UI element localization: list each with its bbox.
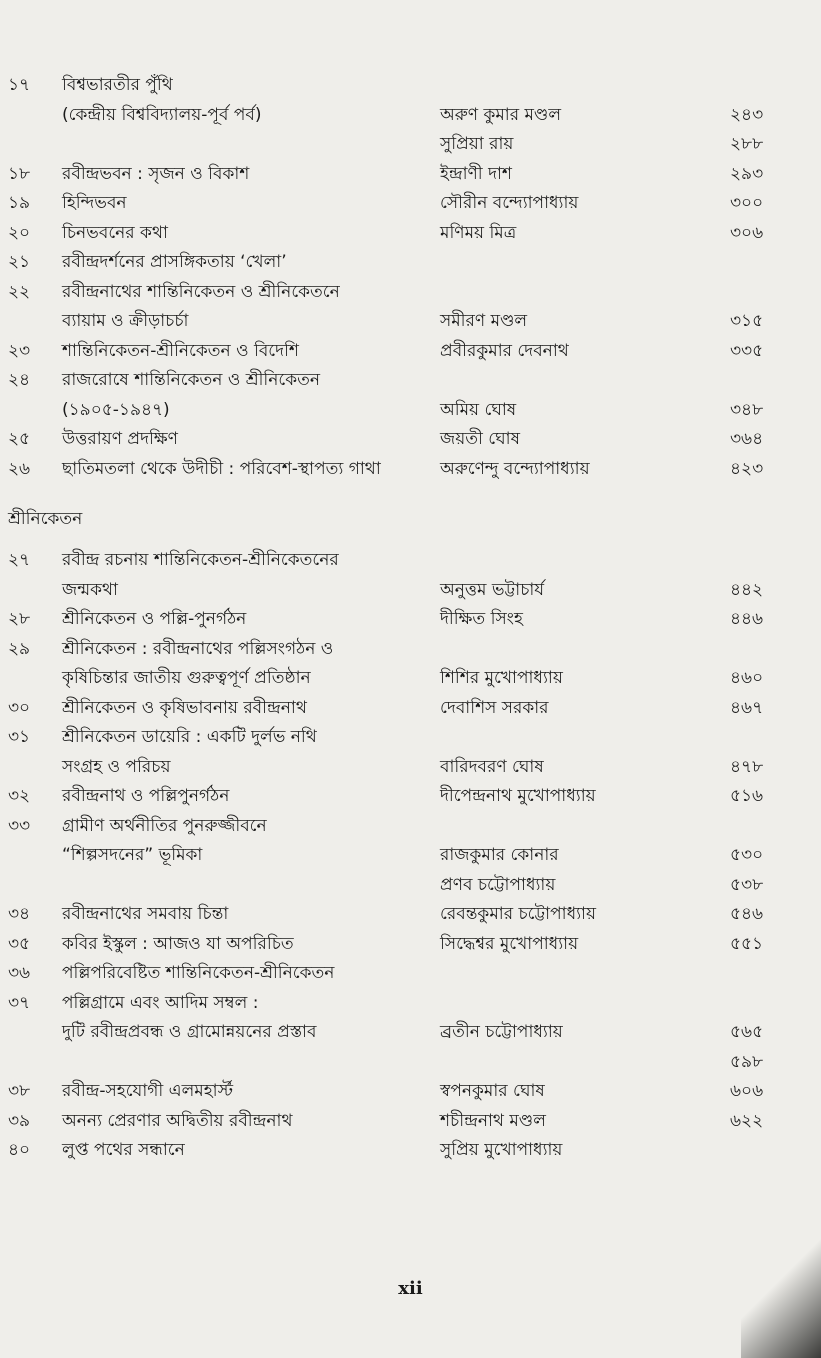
entry-number: ২৬ — [8, 458, 31, 479]
entry-number: ৩২ — [8, 786, 31, 806]
entry-page: ৩৩৫ — [730, 340, 764, 361]
entry-title: অনন্য প্রেরণার অদ্বিতীয় রবীন্দ্রনাথ — [62, 1110, 293, 1131]
entry-number: ৩৩ — [8, 815, 31, 836]
entry-title: উত্তরায়ণ প্রদক্ষিণ — [62, 429, 178, 449]
entry-title: শ্রীনিকেতন ডায়েরি : একটি দুর্লভ নথি — [62, 727, 317, 747]
entry-author: ইন্দ্রাণী দাশ — [440, 163, 512, 184]
toc-entry — [0, 752, 821, 782]
entry-page: ৩০০ — [730, 193, 764, 213]
entry-author: ব্রতীন চট্টোপাধ্যায় — [440, 1022, 563, 1042]
entry-author: অনুত্তম ভট্টাচার্য — [440, 579, 545, 600]
toc-entry — [0, 159, 821, 189]
entry-page: ৪৭৮ — [730, 756, 764, 777]
entry-number: ২১ — [8, 252, 31, 272]
toc-entry — [0, 693, 821, 723]
entry-page: ৪৪৬ — [730, 609, 764, 629]
entry-title: শ্রীনিকেতন ও কৃষিভাবনায় রবীন্দ্রনাথ — [62, 697, 307, 718]
entry-title: রবীন্দ্রনাথের শান্তিনিকেতন ও শ্রীনিকেতনে — [62, 281, 340, 302]
entry-page: ৬০৬ — [730, 1081, 764, 1101]
entry-author: দীক্ষিত সিংহ — [440, 609, 523, 629]
entry-author: রেবন্তকুমার চট্টোপাধ্যায় — [440, 904, 596, 924]
entry-number: ৩৭ — [8, 992, 31, 1013]
toc-entry — [0, 988, 821, 1018]
entry-author: স্বপনকুমার ঘোষ — [440, 1081, 545, 1101]
entry-page: ২৪৩ — [730, 104, 764, 125]
entry-title: সংগ্রহ ও পরিচয় — [62, 756, 171, 777]
entry-author: মণিময় মিত্র — [440, 222, 517, 243]
entry-title: রবীন্দ্র-সহযোগী এলমহার্স্ট — [62, 1081, 234, 1101]
toc-entry — [0, 1135, 821, 1165]
entry-title: “শিল্পসদনের” ভূমিকা — [62, 845, 203, 865]
entry-title: শান্তিনিকেতন-শ্রীনিকেতন ও বিদেশি — [62, 340, 299, 361]
entry-title: দুটি রবীন্দ্রপ্রবন্ধ ও গ্রামোন্নয়নের প্রস্তাব — [62, 1022, 317, 1042]
entry-number: ১৮ — [8, 163, 31, 184]
entry-author: অরুণ কুমার মণ্ডল — [440, 104, 561, 125]
entry-number: ৩৪ — [8, 904, 31, 924]
entry-author: দীপেন্দ্রনাথ মুখোপাধ্যায় — [440, 786, 596, 806]
toc-entry — [0, 929, 821, 959]
entry-number: ২৩ — [8, 340, 31, 361]
toc-entry — [0, 870, 821, 900]
toc-entry — [0, 545, 821, 575]
entry-number: ১৯ — [8, 193, 31, 213]
toc-entry — [0, 129, 821, 159]
toc-entry — [0, 365, 821, 395]
entry-number: ১৭ — [8, 75, 31, 95]
entry-title: (১৯০৫-১৯৪৭) — [62, 399, 170, 420]
entry-title: রবীন্দ্রদর্শনের প্রাসঙ্গিকতায় ‘খেলা’ — [62, 252, 287, 272]
entry-author: প্রণব চট্টোপাধ্যায় — [440, 874, 556, 895]
entry-number: ২৪ — [8, 370, 31, 390]
entry-author: সিদ্ধেশ্বর মুখোপাধ্যায় — [440, 933, 579, 954]
entry-page: ৬২২ — [730, 1110, 764, 1131]
toc-entry — [0, 840, 821, 870]
entry-number: ২০ — [8, 222, 31, 243]
entry-page: ৩০৬ — [730, 222, 764, 243]
entry-title: শ্রীনিকেতন ও পল্লি-পুনর্গঠন — [62, 609, 247, 629]
entry-page: ২৮৮ — [730, 134, 764, 154]
entry-page: ৫৫১ — [730, 933, 764, 954]
entry-page: ৪৬০ — [730, 668, 764, 688]
entry-number: ৩৯ — [8, 1110, 31, 1131]
entry-page: ৫১৬ — [730, 786, 764, 806]
entry-page: ৪৬৭ — [730, 697, 764, 718]
toc-entry — [0, 899, 821, 929]
entry-number: ২৮ — [8, 609, 31, 629]
entry-title: পল্লিপরিবেষ্টিত শান্তিনিকেতন-শ্রীনিকেতন — [62, 963, 335, 983]
toc-entry — [0, 811, 821, 841]
entry-title: বিশ্বভারতীর পুঁথি — [62, 75, 173, 95]
entry-number: ৩৫ — [8, 933, 31, 954]
entry-title: গ্রামীণ অর্থনীতির পুনরুজ্জীবনে — [62, 815, 267, 836]
toc-entry — [0, 1106, 821, 1136]
toc-entry — [0, 1017, 821, 1047]
entry-number: ৪০ — [8, 1140, 31, 1160]
entry-title: হিন্দিভবন — [62, 193, 127, 213]
toc-entry — [0, 218, 821, 248]
entry-author: সুপ্রিয় মুখোপাধ্যায় — [440, 1140, 563, 1160]
toc-entry — [0, 100, 821, 130]
entry-page: ৩৬৪ — [730, 429, 764, 449]
entry-page: ৫৯৮ — [730, 1051, 764, 1072]
entry-title: পল্লিগ্রামে এবং আদিম সম্বল : — [62, 992, 259, 1013]
entry-number: ৩১ — [8, 727, 31, 747]
toc-entry — [0, 336, 821, 366]
entry-number: ৩০ — [8, 697, 31, 718]
entry-title: রাজরোষে শান্তিনিকেতন ও শ্রীনিকেতন — [62, 370, 321, 390]
toc-entry — [0, 663, 821, 693]
entry-title: রবীন্দ্রনাথ ও পল্লিপুনর্গঠন — [62, 786, 230, 806]
toc-entry — [0, 70, 821, 100]
entry-page: ৫৬৫ — [730, 1022, 764, 1042]
entry-title: রবীন্দ্র রচনায় শান্তিনিকেতন-শ্রীনিকেতনের — [62, 550, 339, 570]
toc-entry — [0, 781, 821, 811]
entry-author: শচীন্দ্রনাথ মণ্ডল — [440, 1110, 546, 1131]
toc-entry — [0, 454, 821, 484]
entry-page: ৫৪৬ — [730, 904, 764, 924]
toc-entry — [0, 188, 821, 218]
toc-entry — [0, 395, 821, 425]
entry-author: অরুণেন্দু বন্দ্যোপাধ্যায় — [440, 458, 590, 479]
toc-entry — [0, 1076, 821, 1106]
toc-entry — [0, 722, 821, 752]
entry-number: ২২ — [8, 281, 31, 302]
entry-number: ৩৮ — [8, 1081, 31, 1101]
section-heading: শ্রীনিকেতন — [8, 509, 83, 529]
entry-author: রাজকুমার কোনার — [440, 845, 559, 865]
toc-entry — [0, 575, 821, 605]
entry-title: লুপ্ত পথের সন্ধানে — [62, 1140, 185, 1160]
entry-title: কবির ইস্কুল : আজও যা অপরিচিত — [62, 933, 294, 954]
entry-page: ৪৪২ — [730, 579, 764, 600]
toc-entry — [0, 1047, 821, 1077]
toc-entry — [0, 958, 821, 988]
entry-title: রবীন্দ্রভবন : সৃজন ও বিকাশ — [62, 163, 250, 184]
entry-page: ৩৪৮ — [730, 399, 764, 420]
entry-author: বারিদবরণ ঘোষ — [440, 756, 544, 777]
entry-title: রবীন্দ্রনাথের সমবায় চিন্তা — [62, 904, 229, 924]
entry-author: সৌরীন বন্দ্যোপাধ্যায় — [440, 193, 579, 213]
entry-title: ব্যায়াম ও ক্রীড়াচর্চা — [62, 311, 189, 331]
entry-page: ৫৩০ — [730, 845, 764, 865]
entry-number: ২৫ — [8, 429, 31, 449]
entry-author: সুপ্রিয়া রায় — [440, 134, 514, 154]
entry-number: ২৯ — [8, 638, 31, 659]
entry-author: প্রবীরকুমার দেবনাথ — [440, 340, 569, 361]
toc-entry — [0, 424, 821, 454]
entry-title: শ্রীনিকেতন : রবীন্দ্রনাথের পল্লিসংগঠন ও — [62, 638, 334, 659]
entry-page: ৪২৩ — [730, 458, 764, 479]
entry-page: ২৯৩ — [730, 163, 764, 184]
page-number: xii — [398, 1278, 423, 1299]
entry-number: ২৭ — [8, 550, 31, 570]
entry-author: জয়তী ঘোষ — [440, 429, 520, 449]
entry-author: অমিয় ঘোষ — [440, 399, 517, 420]
entry-title: জন্মকথা — [62, 579, 118, 600]
entry-title: (কেন্দ্রীয় বিশ্ববিদ্যালয়-পূর্ব পর্ব) — [62, 104, 262, 125]
entry-title: ছাতিমতলা থেকে উদীচী : পরিবেশ-স্থাপত্য গাথা — [62, 458, 381, 479]
toc-entry — [0, 277, 821, 307]
entry-page: ৫৩৮ — [730, 874, 764, 895]
toc-entry — [0, 247, 821, 277]
entry-number: ৩৬ — [8, 963, 31, 983]
toc-entry — [0, 634, 821, 664]
entry-author: সমীরণ মণ্ডল — [440, 311, 528, 331]
toc-entry — [0, 306, 821, 336]
entry-title: কৃষিচিন্তার জাতীয় গুরুত্বপূর্ণ প্রতিষ্ঠান — [62, 668, 311, 688]
entry-page: ৩১৫ — [730, 311, 764, 331]
entry-title: চিনভবনের কথা — [62, 222, 168, 243]
toc-entry — [0, 604, 821, 634]
entry-author: শিশির মুখোপাধ্যায় — [440, 668, 563, 688]
entry-author: দেবাশিস সরকার — [440, 697, 549, 718]
